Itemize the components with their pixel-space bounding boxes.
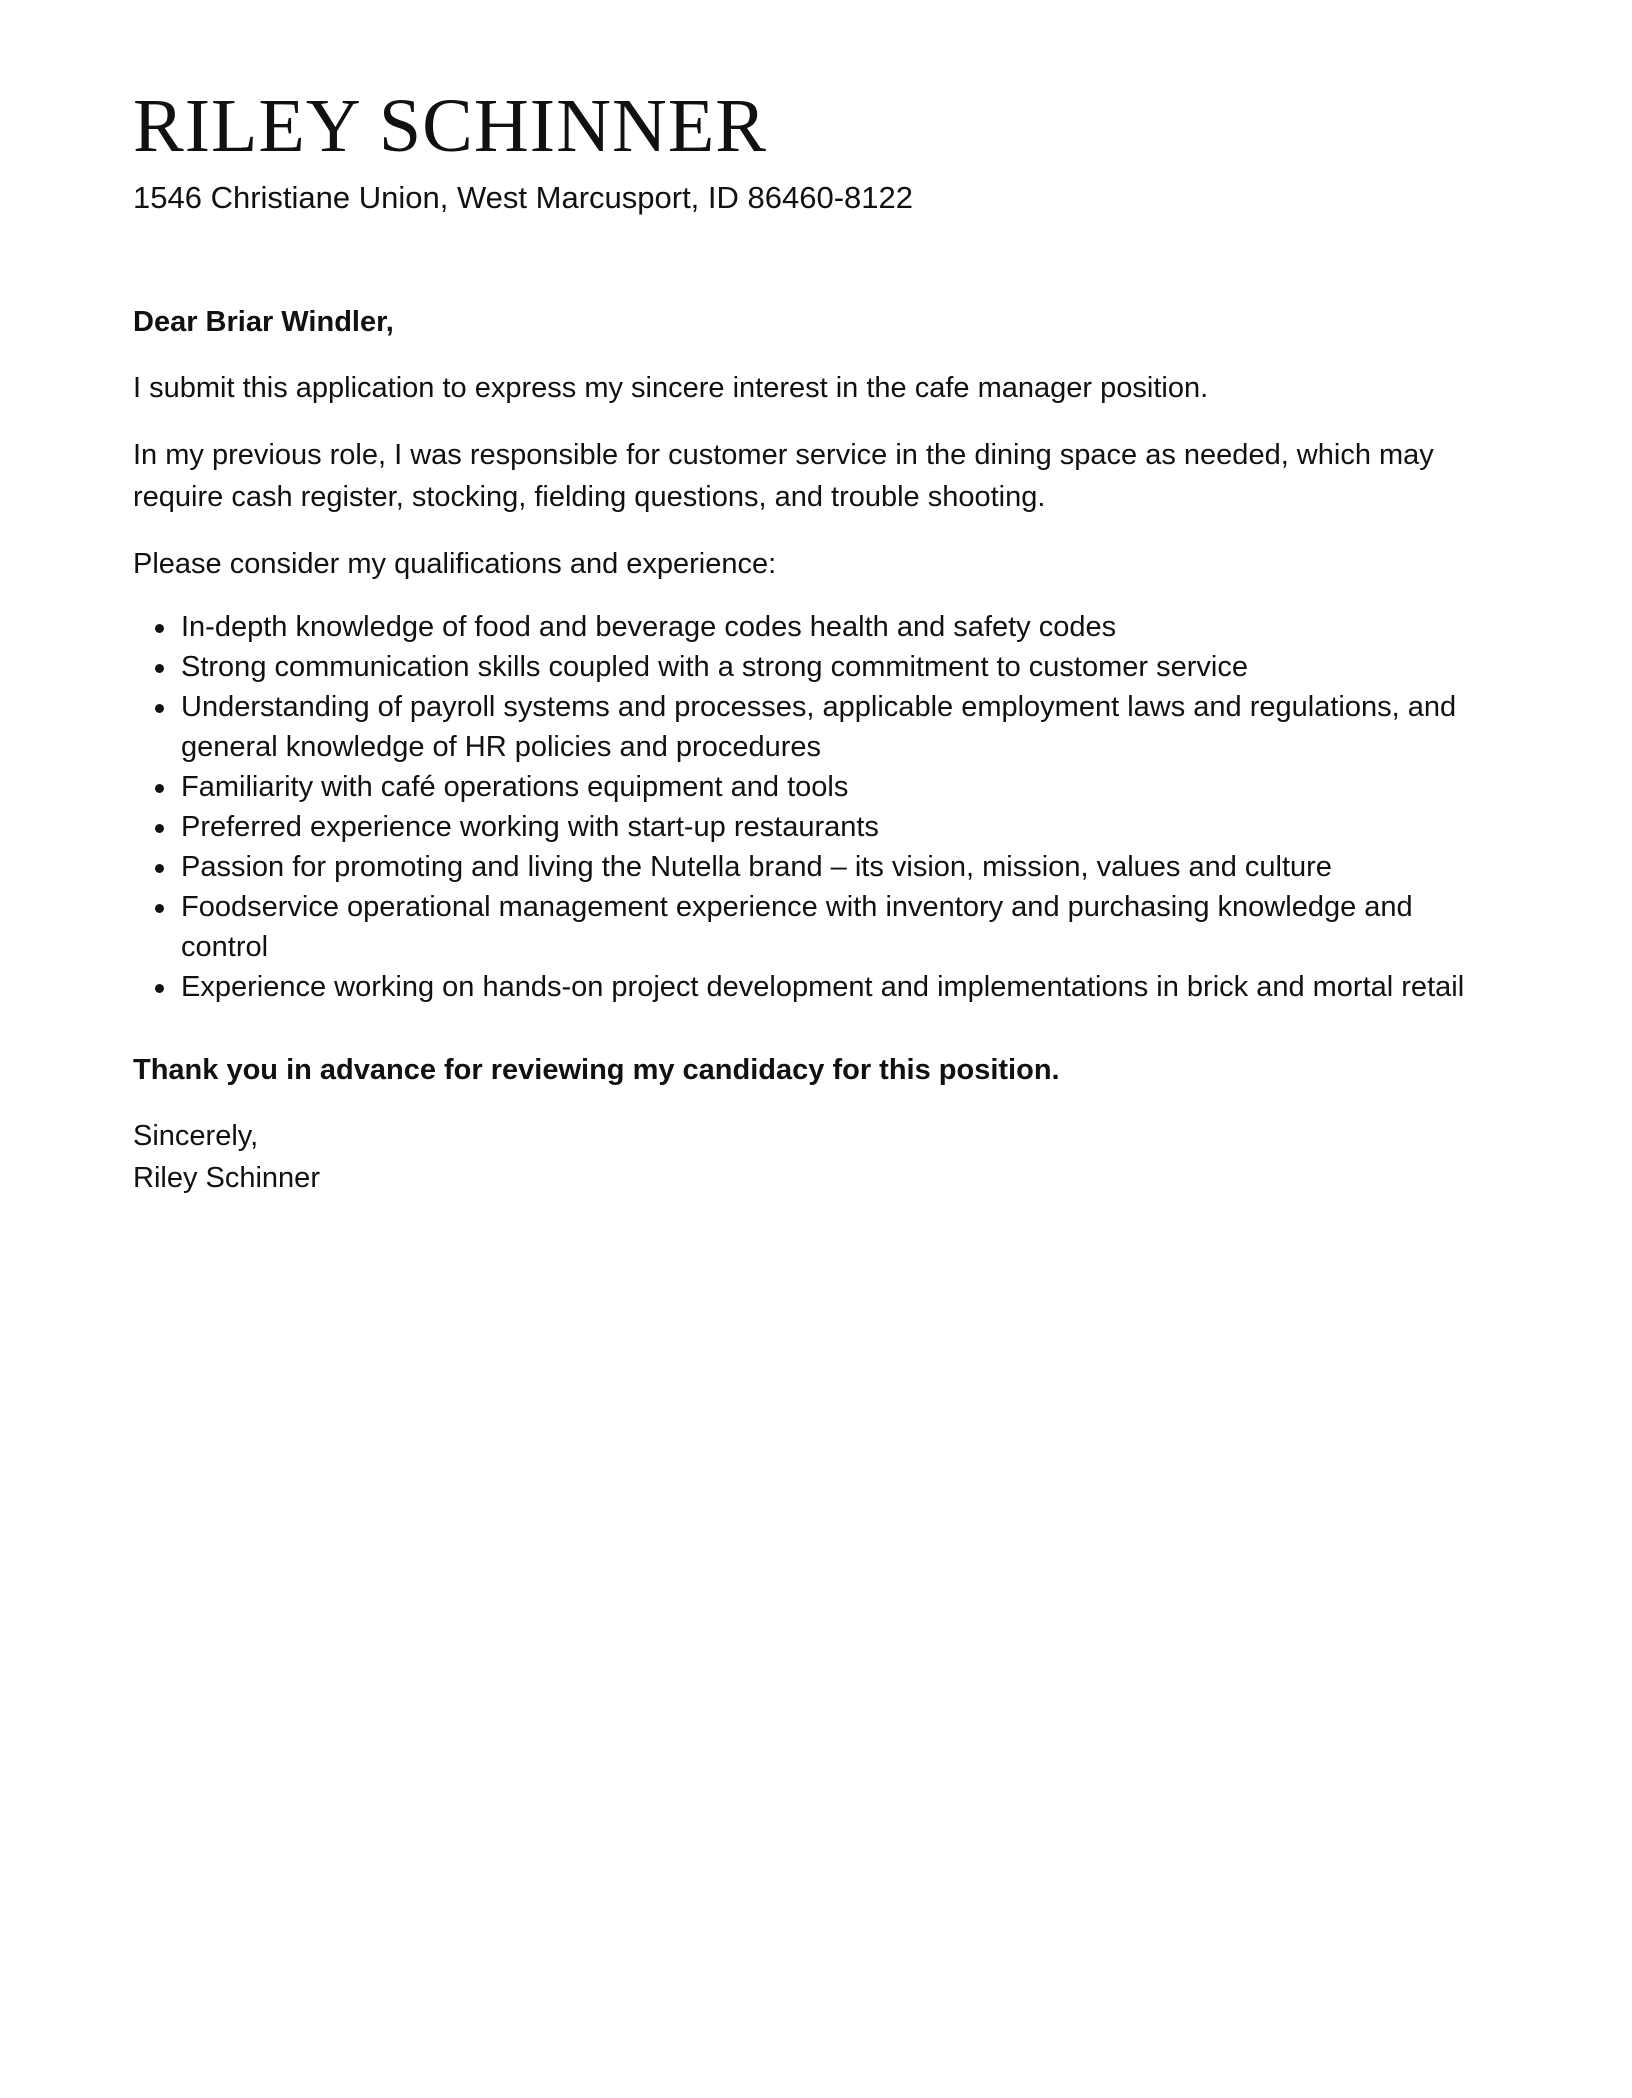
list-item	[133, 687, 1503, 767]
bullet-icon	[155, 984, 164, 993]
list-item	[133, 847, 1503, 887]
list-item-text: Foodservice operational management experience with inventory and purchasing knowledge and control	[181, 891, 1413, 963]
list-item	[133, 807, 1503, 847]
bullet-icon	[155, 704, 164, 713]
bullet-icon	[155, 624, 164, 633]
bullet-icon	[155, 904, 164, 913]
cover-letter	[133, 84, 1503, 1199]
list-item-text: Familiarity with café operations equipment and tools	[181, 771, 849, 803]
closing-statement: Thank you in advance for reviewing my candidacy for this position.	[133, 1054, 1060, 1086]
bullet-icon	[155, 784, 164, 793]
applicant-address: 1546 Christiane Union, West Marcusport, ID 86460-8122	[133, 180, 914, 215]
list-item-text: Understanding of payroll systems and processes, applicable employment laws and regulations, and general knowledge of HR policies and procedures	[181, 691, 1457, 763]
list-item-text: Preferred experience working with start-up restaurants	[181, 811, 879, 843]
bullet-icon	[155, 864, 164, 873]
list-item-text: Passion for promoting and living the Nutella brand – its vision, mission, values and culture	[181, 851, 1332, 883]
signoff-block	[133, 1115, 1503, 1199]
list-item-text: In-depth knowledge of food and beverage codes health and safety codes	[181, 611, 1117, 643]
list-item	[133, 647, 1503, 687]
list-item-text: Experience working on hands-on project development and implementations in brick and mortal retail	[181, 971, 1465, 1003]
list-item	[133, 967, 1503, 1007]
bullet-icon	[155, 824, 164, 833]
list-item	[133, 767, 1503, 807]
intro-paragraph: I submit this application to express my sincere interest in the cafe manager position.	[133, 372, 1209, 404]
letter-greeting: Dear Briar Windler,	[133, 306, 394, 338]
qualifications-list	[133, 607, 1503, 1007]
applicant-name: RILEY SCHINNER	[133, 84, 767, 168]
qualifications-lead: Please consider my qualifications and experience:	[133, 548, 777, 580]
list-item	[133, 887, 1503, 967]
list-item-text: Strong communication skills coupled with a strong commitment to customer service	[181, 651, 1248, 683]
signoff-text: Sincerely,	[133, 1120, 259, 1152]
bullet-icon	[155, 664, 164, 673]
previous-role-paragraph: In my previous role, I was responsible for customer service in the dining space as needed, which may require cash register, stocking, fielding questions, and trouble shooting.	[133, 439, 1434, 513]
signature-name: Riley Schinner	[133, 1162, 320, 1194]
list-item	[133, 607, 1503, 647]
